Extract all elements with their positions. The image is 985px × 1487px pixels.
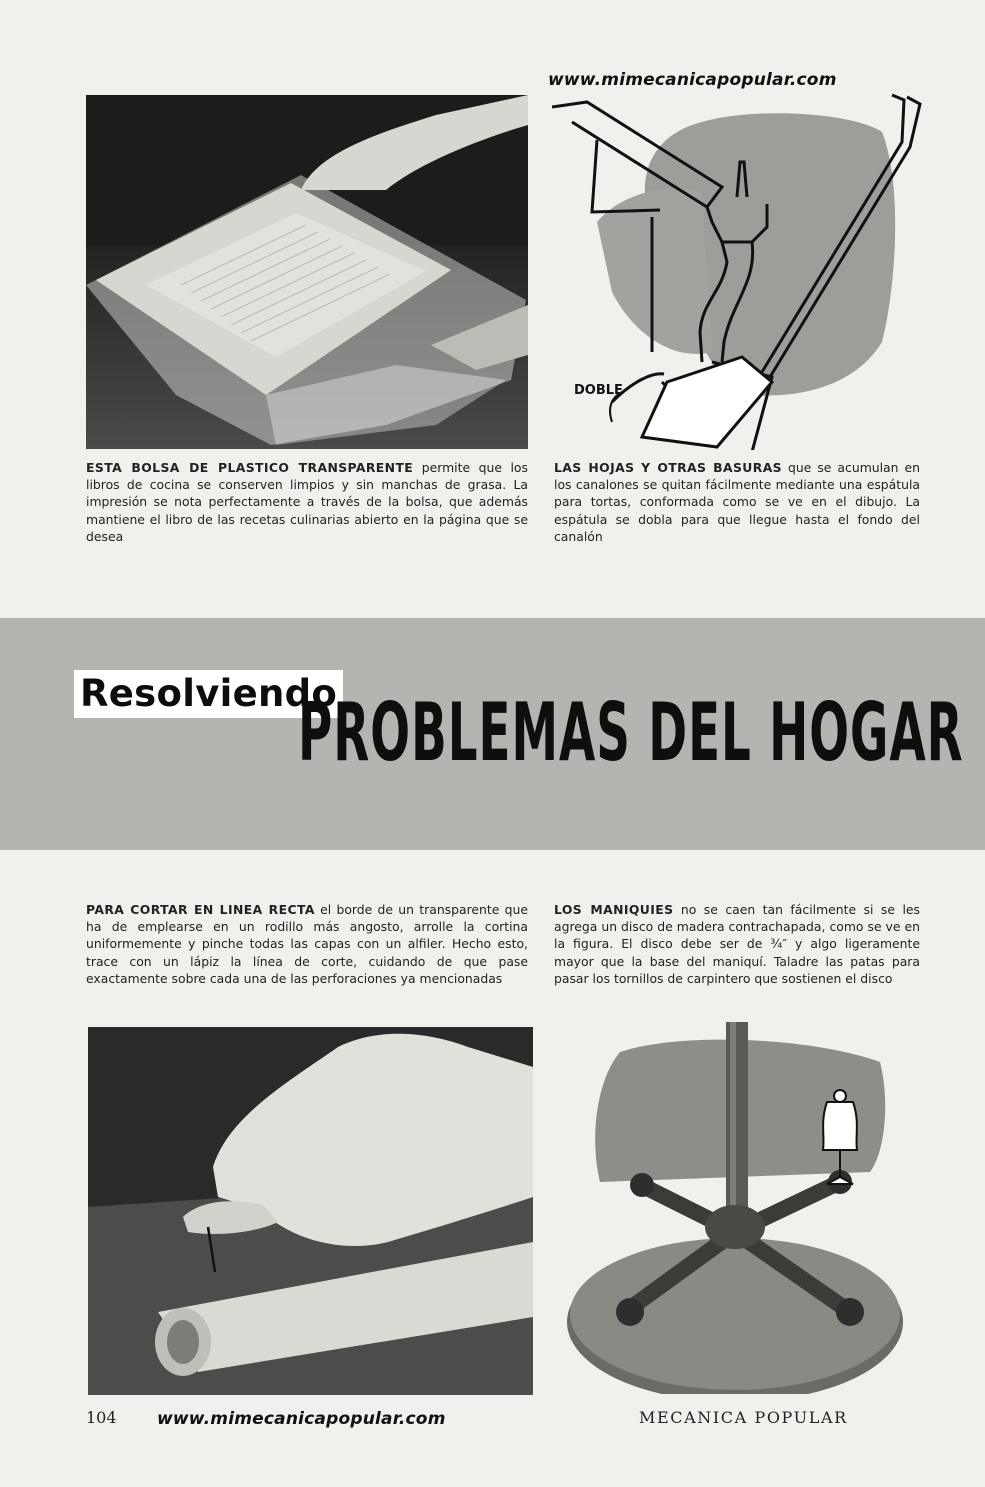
caption-cut-straight	[86, 901, 528, 987]
banner-title: PROBLEMAS DEL HOGAR	[298, 687, 964, 780]
caption-cut-straight-lead: PARA CORTAR EN LINEA RECTA	[86, 902, 315, 917]
label-doble: DOBLE	[574, 383, 623, 398]
caption-mannequin	[554, 901, 920, 987]
photo-pin-roll	[88, 1027, 533, 1395]
watermark-top[interactable]: www.mimecanicapopular.com	[548, 70, 837, 90]
magazine-name: MECANICA POPULAR	[639, 1408, 848, 1427]
watermark-bottom[interactable]: www.mimecanicapopular.com	[157, 1409, 446, 1429]
caption-plastic-bag-body: permite que los libros de cocina se conserven limpios y sin manchas de grasa. La impresión se nota perfectamente a través de la bolsa, que además mantiene el libro de las recetas culinarias abierto en la página que se desea	[86, 460, 528, 544]
photo-mannequin-disc	[560, 1022, 905, 1394]
page-number: 104	[86, 1408, 117, 1427]
caption-gutter-lead: LAS HOJAS Y OTRAS BASURAS	[554, 460, 783, 475]
banner-kicker: Resolviendo	[74, 670, 343, 718]
caption-plastic-bag	[86, 459, 528, 545]
caption-gutter	[554, 459, 920, 545]
caption-cut-straight-body: el borde de un transparente que ha de emplearse en un rodillo más angosto, arrolle la cortina uniformemente y pinche todas las capas con un alfiler. Hecho esto, trace con un lápiz la línea de corte, cuidando de que pase exactamente sobre cada una de las perforaciones ya mencionadas	[86, 902, 528, 986]
illustration-gutter-spatula	[552, 92, 932, 450]
caption-mannequin-body: no se caen tan fácilmente si se les agrega un disco de madera contrachapada, como se ve en la figura. El disco debe ser de ¾″ y algo ligeramente mayor que la base del maniquí. Taladre las patas para pasar los tornillos de carpintero que sostienen el disco	[554, 902, 920, 986]
caption-mannequin-lead: LOS MANIQUIES	[554, 902, 674, 917]
caption-plastic-bag-lead: ESTA BOLSA DE PLASTICO TRANSPARENTE	[86, 460, 414, 475]
caption-gutter-body: que se acumulan en los canalones se quitan fácilmente mediante una espátula para tortas, conformada como se ve en el dibujo. La espátula se dobla para que llegue hasta el fondo del canalón	[554, 460, 920, 544]
photo-plastic-bag	[86, 95, 528, 449]
